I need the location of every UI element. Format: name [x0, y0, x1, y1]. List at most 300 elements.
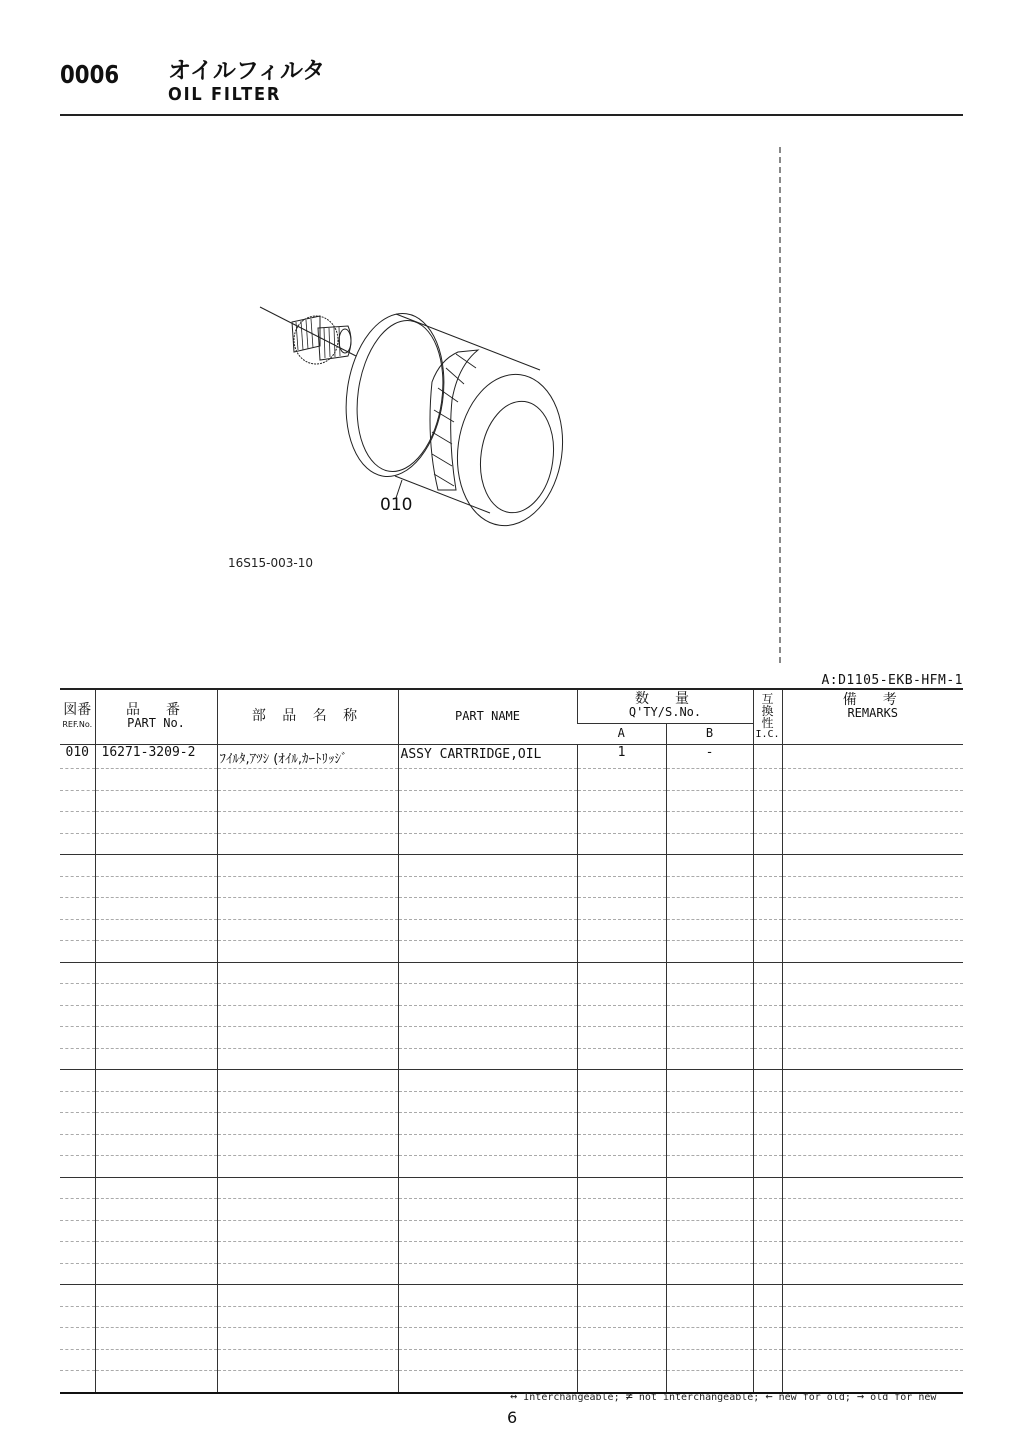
empty-cell: [666, 1242, 753, 1264]
empty-cell: [577, 769, 666, 791]
empty-cell: [217, 1177, 398, 1199]
empty-cell: [398, 1070, 577, 1092]
empty-cell: [217, 1371, 398, 1393]
empty-cell: [398, 1349, 577, 1371]
header-qty: [577, 689, 753, 723]
empty-cell: [398, 833, 577, 855]
empty-cell: [60, 1328, 95, 1350]
empty-cell: [217, 1070, 398, 1092]
legend-new-for-old: new for old;: [778, 1392, 851, 1403]
empty-cell: [217, 919, 398, 941]
cell-qty-a: 1: [577, 744, 666, 769]
empty-cell: [398, 1134, 577, 1156]
empty-cell: [398, 790, 577, 812]
empty-cell: [753, 941, 782, 963]
header-part-name-label: PART NAME: [454, 709, 521, 724]
header-ic-jp-3: 性: [761, 715, 774, 730]
empty-cell: [60, 1349, 95, 1371]
empty-cell: [666, 769, 753, 791]
oil-filter-illustration: [220, 290, 580, 580]
empty-cell: [666, 1005, 753, 1027]
empty-cell: [398, 1113, 577, 1135]
empty-cell: [753, 984, 782, 1006]
empty-cell: [217, 1005, 398, 1027]
empty-cell: [666, 984, 753, 1006]
table-row-empty: [60, 1349, 963, 1371]
empty-cell: [753, 1263, 782, 1285]
empty-cell: [753, 962, 782, 984]
empty-cell: [60, 790, 95, 812]
cell-name-jp: ﾌｲﾙﾀ,ｱﾂｼ (ｵｲﾙ,ｶｰﾄﾘｯｼﾞ: [217, 744, 398, 769]
empty-cell: [95, 1091, 217, 1113]
table-row-empty: [60, 1263, 963, 1285]
empty-cell: [95, 1177, 217, 1199]
header-qty-jp: 数 量: [635, 691, 695, 708]
empty-cell: [782, 790, 963, 812]
empty-cell: [60, 1027, 95, 1049]
empty-cell: [782, 984, 963, 1006]
empty-cell: [95, 812, 217, 834]
empty-cell: [666, 1285, 753, 1307]
table-row-empty: [60, 1220, 963, 1242]
table-row-empty: [60, 1177, 963, 1199]
header-ref-jp: 図番: [63, 701, 92, 718]
empty-cell: [398, 1220, 577, 1242]
empty-cell: [666, 941, 753, 963]
empty-cell: [577, 1091, 666, 1113]
empty-cell: [95, 919, 217, 941]
empty-cell: [95, 1005, 217, 1027]
empty-cell: [577, 962, 666, 984]
empty-cell: [95, 790, 217, 812]
empty-cell: [577, 1285, 666, 1307]
empty-cell: [217, 812, 398, 834]
empty-cell: [217, 790, 398, 812]
empty-cell: [753, 876, 782, 898]
empty-cell: [753, 919, 782, 941]
empty-cell: [666, 1306, 753, 1328]
empty-cell: [782, 962, 963, 984]
empty-cell: [95, 898, 217, 920]
empty-cell: [398, 1177, 577, 1199]
empty-cell: [577, 1328, 666, 1350]
table-row-empty: [60, 984, 963, 1006]
empty-cell: [753, 1048, 782, 1070]
empty-cell: [577, 941, 666, 963]
empty-cell: [217, 941, 398, 963]
header-part-no: [95, 689, 217, 744]
empty-cell: [666, 1091, 753, 1113]
header-name-jp: [217, 689, 398, 744]
empty-cell: [753, 1220, 782, 1242]
header-remarks-jp: 備 考: [842, 692, 903, 708]
empty-cell: [782, 1349, 963, 1371]
table-row-empty: [60, 812, 963, 834]
empty-cell: [217, 962, 398, 984]
empty-cell: [398, 1199, 577, 1221]
empty-cell: [753, 1285, 782, 1307]
empty-cell: [577, 812, 666, 834]
empty-cell: [577, 855, 666, 877]
empty-cell: [753, 1134, 782, 1156]
header-part-no-jp: 品 番: [126, 701, 186, 718]
empty-cell: [217, 1048, 398, 1070]
empty-cell: [666, 898, 753, 920]
cell-part-name: ASSY CARTRIDGE,OIL: [398, 744, 577, 769]
empty-cell: [577, 1177, 666, 1199]
empty-cell: [753, 833, 782, 855]
empty-cell: [666, 1177, 753, 1199]
empty-cell: [782, 1177, 963, 1199]
empty-cell: [60, 941, 95, 963]
empty-cell: [60, 1199, 95, 1221]
table-row-empty: [60, 1328, 963, 1350]
parts-table: [60, 688, 963, 1394]
cell-qty-b: -: [666, 744, 753, 769]
empty-cell: [782, 1005, 963, 1027]
empty-cell: [666, 1328, 753, 1350]
empty-cell: [782, 919, 963, 941]
empty-cell: [398, 1285, 577, 1307]
empty-cell: [782, 812, 963, 834]
empty-cell: [782, 1263, 963, 1285]
empty-cell: [753, 1349, 782, 1371]
empty-cell: [782, 1199, 963, 1221]
header-ic-en: I.C.: [755, 728, 780, 740]
empty-cell: [217, 1027, 398, 1049]
empty-cell: [666, 790, 753, 812]
header-remarks: [782, 689, 963, 744]
header-part-name: [398, 689, 577, 744]
empty-cell: [666, 1156, 753, 1178]
empty-cell: [95, 769, 217, 791]
empty-cell: [60, 1371, 95, 1393]
empty-cell: [60, 898, 95, 920]
empty-cell: [60, 984, 95, 1006]
table-row-empty: [60, 1048, 963, 1070]
empty-cell: [398, 919, 577, 941]
empty-cell: [666, 1199, 753, 1221]
empty-cell: [577, 1349, 666, 1371]
empty-cell: [95, 1070, 217, 1092]
empty-cell: [60, 1091, 95, 1113]
table-row-empty: [60, 1156, 963, 1178]
empty-cell: [782, 1091, 963, 1113]
empty-cell: [666, 876, 753, 898]
empty-cell: [217, 1263, 398, 1285]
empty-cell: [577, 1199, 666, 1221]
empty-cell: [666, 962, 753, 984]
empty-cell: [753, 1199, 782, 1221]
empty-cell: [398, 984, 577, 1006]
empty-cell: [666, 1263, 753, 1285]
empty-cell: [666, 855, 753, 877]
empty-cell: [60, 1134, 95, 1156]
header-qty-b: B: [666, 723, 753, 744]
table-row-empty: [60, 1306, 963, 1328]
empty-cell: [577, 1027, 666, 1049]
header-qty-en: Q'TY/S.No.: [628, 705, 702, 720]
empty-cell: [398, 876, 577, 898]
empty-cell: [217, 1285, 398, 1307]
empty-cell: [398, 941, 577, 963]
empty-cell: [95, 1371, 217, 1393]
empty-cell: [217, 876, 398, 898]
table-row-empty: [60, 1285, 963, 1307]
empty-cell: [666, 1113, 753, 1135]
empty-cell: [60, 833, 95, 855]
empty-cell: [398, 855, 577, 877]
empty-cell: [95, 1048, 217, 1070]
empty-cell: [60, 1306, 95, 1328]
title-english: OIL FILTER: [168, 84, 282, 105]
empty-cell: [666, 1070, 753, 1092]
empty-cell: [666, 1027, 753, 1049]
empty-cell: [753, 790, 782, 812]
empty-cell: [95, 1306, 217, 1328]
interchangeable-arrow-icon: ↔: [510, 1389, 518, 1403]
empty-cell: [666, 812, 753, 834]
cell-part-no: 16271-3209-2: [95, 744, 217, 769]
header-ic: [753, 689, 782, 744]
empty-cell: [217, 1113, 398, 1135]
empty-cell: [95, 833, 217, 855]
empty-cell: [577, 1048, 666, 1070]
empty-cell: [782, 855, 963, 877]
cell-ic: [753, 744, 782, 769]
empty-cell: [217, 1220, 398, 1242]
empty-cell: [60, 855, 95, 877]
cell-ref-no: 010: [60, 744, 95, 769]
empty-cell: [95, 1328, 217, 1350]
table-row-empty: [60, 833, 963, 855]
title-divider: [60, 114, 963, 116]
empty-cell: [60, 919, 95, 941]
empty-cell: [398, 812, 577, 834]
empty-cell: [217, 1306, 398, 1328]
empty-cell: [217, 1349, 398, 1371]
empty-cell: [782, 1306, 963, 1328]
empty-cell: [217, 984, 398, 1006]
table-row-empty: [60, 1199, 963, 1221]
empty-cell: [666, 919, 753, 941]
empty-cell: [60, 769, 95, 791]
empty-cell: [95, 1349, 217, 1371]
header-remarks-en: REMARKS: [847, 706, 899, 720]
empty-cell: [398, 769, 577, 791]
empty-cell: [60, 1005, 95, 1027]
empty-cell: [782, 898, 963, 920]
header-ref-no: [60, 689, 95, 744]
empty-cell: [95, 1199, 217, 1221]
empty-cell: [782, 941, 963, 963]
empty-cell: [60, 1242, 95, 1264]
empty-cell: [753, 1242, 782, 1264]
drawing-area-divider: [779, 147, 781, 663]
empty-cell: [782, 1242, 963, 1264]
empty-cell: [398, 962, 577, 984]
empty-cell: [217, 1156, 398, 1178]
empty-cell: [60, 1177, 95, 1199]
empty-cell: [398, 1306, 577, 1328]
empty-cell: [753, 898, 782, 920]
table-row-empty: [60, 769, 963, 791]
empty-cell: [217, 898, 398, 920]
header-ic-jp-1: 互: [761, 691, 774, 706]
empty-cell: [577, 1220, 666, 1242]
empty-cell: [782, 1070, 963, 1092]
drawing-code: 16S15-003-10: [228, 556, 313, 570]
empty-cell: [577, 1134, 666, 1156]
table-row-empty: [60, 1134, 963, 1156]
empty-cell: [60, 812, 95, 834]
empty-cell: [398, 1156, 577, 1178]
table-row: [60, 744, 963, 769]
table-row-empty: [60, 941, 963, 963]
empty-cell: [398, 1005, 577, 1027]
table-row-empty: [60, 919, 963, 941]
empty-cell: [782, 1285, 963, 1307]
empty-cell: [217, 1328, 398, 1350]
empty-cell: [95, 1263, 217, 1285]
empty-cell: [217, 833, 398, 855]
table-row-empty: [60, 790, 963, 812]
empty-cell: [577, 1263, 666, 1285]
empty-cell: [666, 1048, 753, 1070]
empty-cell: [753, 855, 782, 877]
not-equal-icon: ≠: [625, 1389, 633, 1403]
empty-cell: [782, 1220, 963, 1242]
empty-cell: [398, 1048, 577, 1070]
empty-cell: [666, 1220, 753, 1242]
empty-cell: [577, 1005, 666, 1027]
empty-cell: [753, 769, 782, 791]
empty-cell: [217, 1242, 398, 1264]
empty-cell: [217, 1134, 398, 1156]
table-row-empty: [60, 1091, 963, 1113]
table-row-empty: [60, 1113, 963, 1135]
legend-not-interchangeable: not interchangeable;: [638, 1392, 760, 1403]
empty-cell: [782, 769, 963, 791]
empty-cell: [577, 1242, 666, 1264]
empty-cell: [753, 1070, 782, 1092]
cell-remarks: [782, 744, 963, 769]
empty-cell: [95, 855, 217, 877]
empty-cell: [95, 1242, 217, 1264]
page-number: 6: [507, 1408, 518, 1427]
empty-cell: [782, 1027, 963, 1049]
callout-label: 010: [380, 495, 413, 515]
empty-cell: [95, 876, 217, 898]
empty-cell: [60, 1070, 95, 1092]
empty-cell: [782, 1113, 963, 1135]
table-row-empty: [60, 898, 963, 920]
table-row-empty: [60, 1005, 963, 1027]
empty-cell: [577, 1070, 666, 1092]
empty-cell: [95, 1220, 217, 1242]
title-japanese: オイルフィルタ: [168, 58, 326, 84]
empty-cell: [398, 1027, 577, 1049]
empty-cell: [753, 1027, 782, 1049]
table-row-empty: [60, 1027, 963, 1049]
empty-cell: [577, 1113, 666, 1135]
empty-cell: [577, 833, 666, 855]
empty-cell: [398, 1263, 577, 1285]
table-row-empty: [60, 855, 963, 877]
empty-cell: [577, 919, 666, 941]
empty-cell: [753, 1328, 782, 1350]
header-part-no-en: PART No.: [127, 715, 185, 730]
empty-cell: [60, 962, 95, 984]
table-row-empty: [60, 1242, 963, 1264]
group-code: 0006: [60, 60, 120, 89]
table-row-empty: [60, 1070, 963, 1092]
right-arrow-icon: →: [856, 1389, 865, 1403]
empty-cell: [60, 1263, 95, 1285]
header-qty-a: A: [577, 723, 666, 744]
empty-cell: [753, 1306, 782, 1328]
empty-cell: [782, 1328, 963, 1350]
empty-cell: [95, 1113, 217, 1135]
empty-cell: [95, 1156, 217, 1178]
empty-cell: [217, 855, 398, 877]
empty-cell: [95, 1027, 217, 1049]
header-ic-jp-2: 換: [761, 703, 774, 718]
empty-cell: [60, 876, 95, 898]
empty-cell: [666, 833, 753, 855]
empty-cell: [782, 1048, 963, 1070]
empty-cell: [95, 984, 217, 1006]
empty-cell: [217, 769, 398, 791]
empty-cell: [60, 1285, 95, 1307]
empty-cell: [577, 790, 666, 812]
empty-cell: [60, 1156, 95, 1178]
empty-cell: [782, 876, 963, 898]
empty-cell: [95, 962, 217, 984]
table-row-empty: [60, 876, 963, 898]
parts-table-body: [60, 744, 963, 1393]
model-code: A:D1105-EKB-HFM-1: [821, 673, 963, 688]
header-ref-en: REF.No.: [62, 719, 93, 729]
empty-cell: [60, 1220, 95, 1242]
empty-cell: [577, 876, 666, 898]
empty-cell: [753, 1091, 782, 1113]
empty-cell: [577, 1156, 666, 1178]
empty-cell: [782, 833, 963, 855]
empty-cell: [60, 1113, 95, 1135]
header-name-jp-label: 部 品 名 称: [251, 708, 364, 725]
empty-cell: [398, 1091, 577, 1113]
empty-cell: [753, 1113, 782, 1135]
legend-old-for-new: old for new: [870, 1392, 937, 1403]
empty-cell: [95, 1285, 217, 1307]
empty-cell: [398, 1242, 577, 1264]
empty-cell: [577, 1306, 666, 1328]
table-row-empty: [60, 962, 963, 984]
empty-cell: [753, 1156, 782, 1178]
empty-cell: [60, 1048, 95, 1070]
empty-cell: [753, 1005, 782, 1027]
empty-cell: [217, 1091, 398, 1113]
empty-cell: [577, 898, 666, 920]
empty-cell: [782, 1156, 963, 1178]
empty-cell: [95, 1134, 217, 1156]
empty-cell: [666, 1134, 753, 1156]
empty-cell: [95, 941, 217, 963]
interchangeability-legend: [510, 1389, 936, 1403]
legend-interchangeable: Interchangeable;: [523, 1392, 620, 1403]
empty-cell: [782, 1134, 963, 1156]
